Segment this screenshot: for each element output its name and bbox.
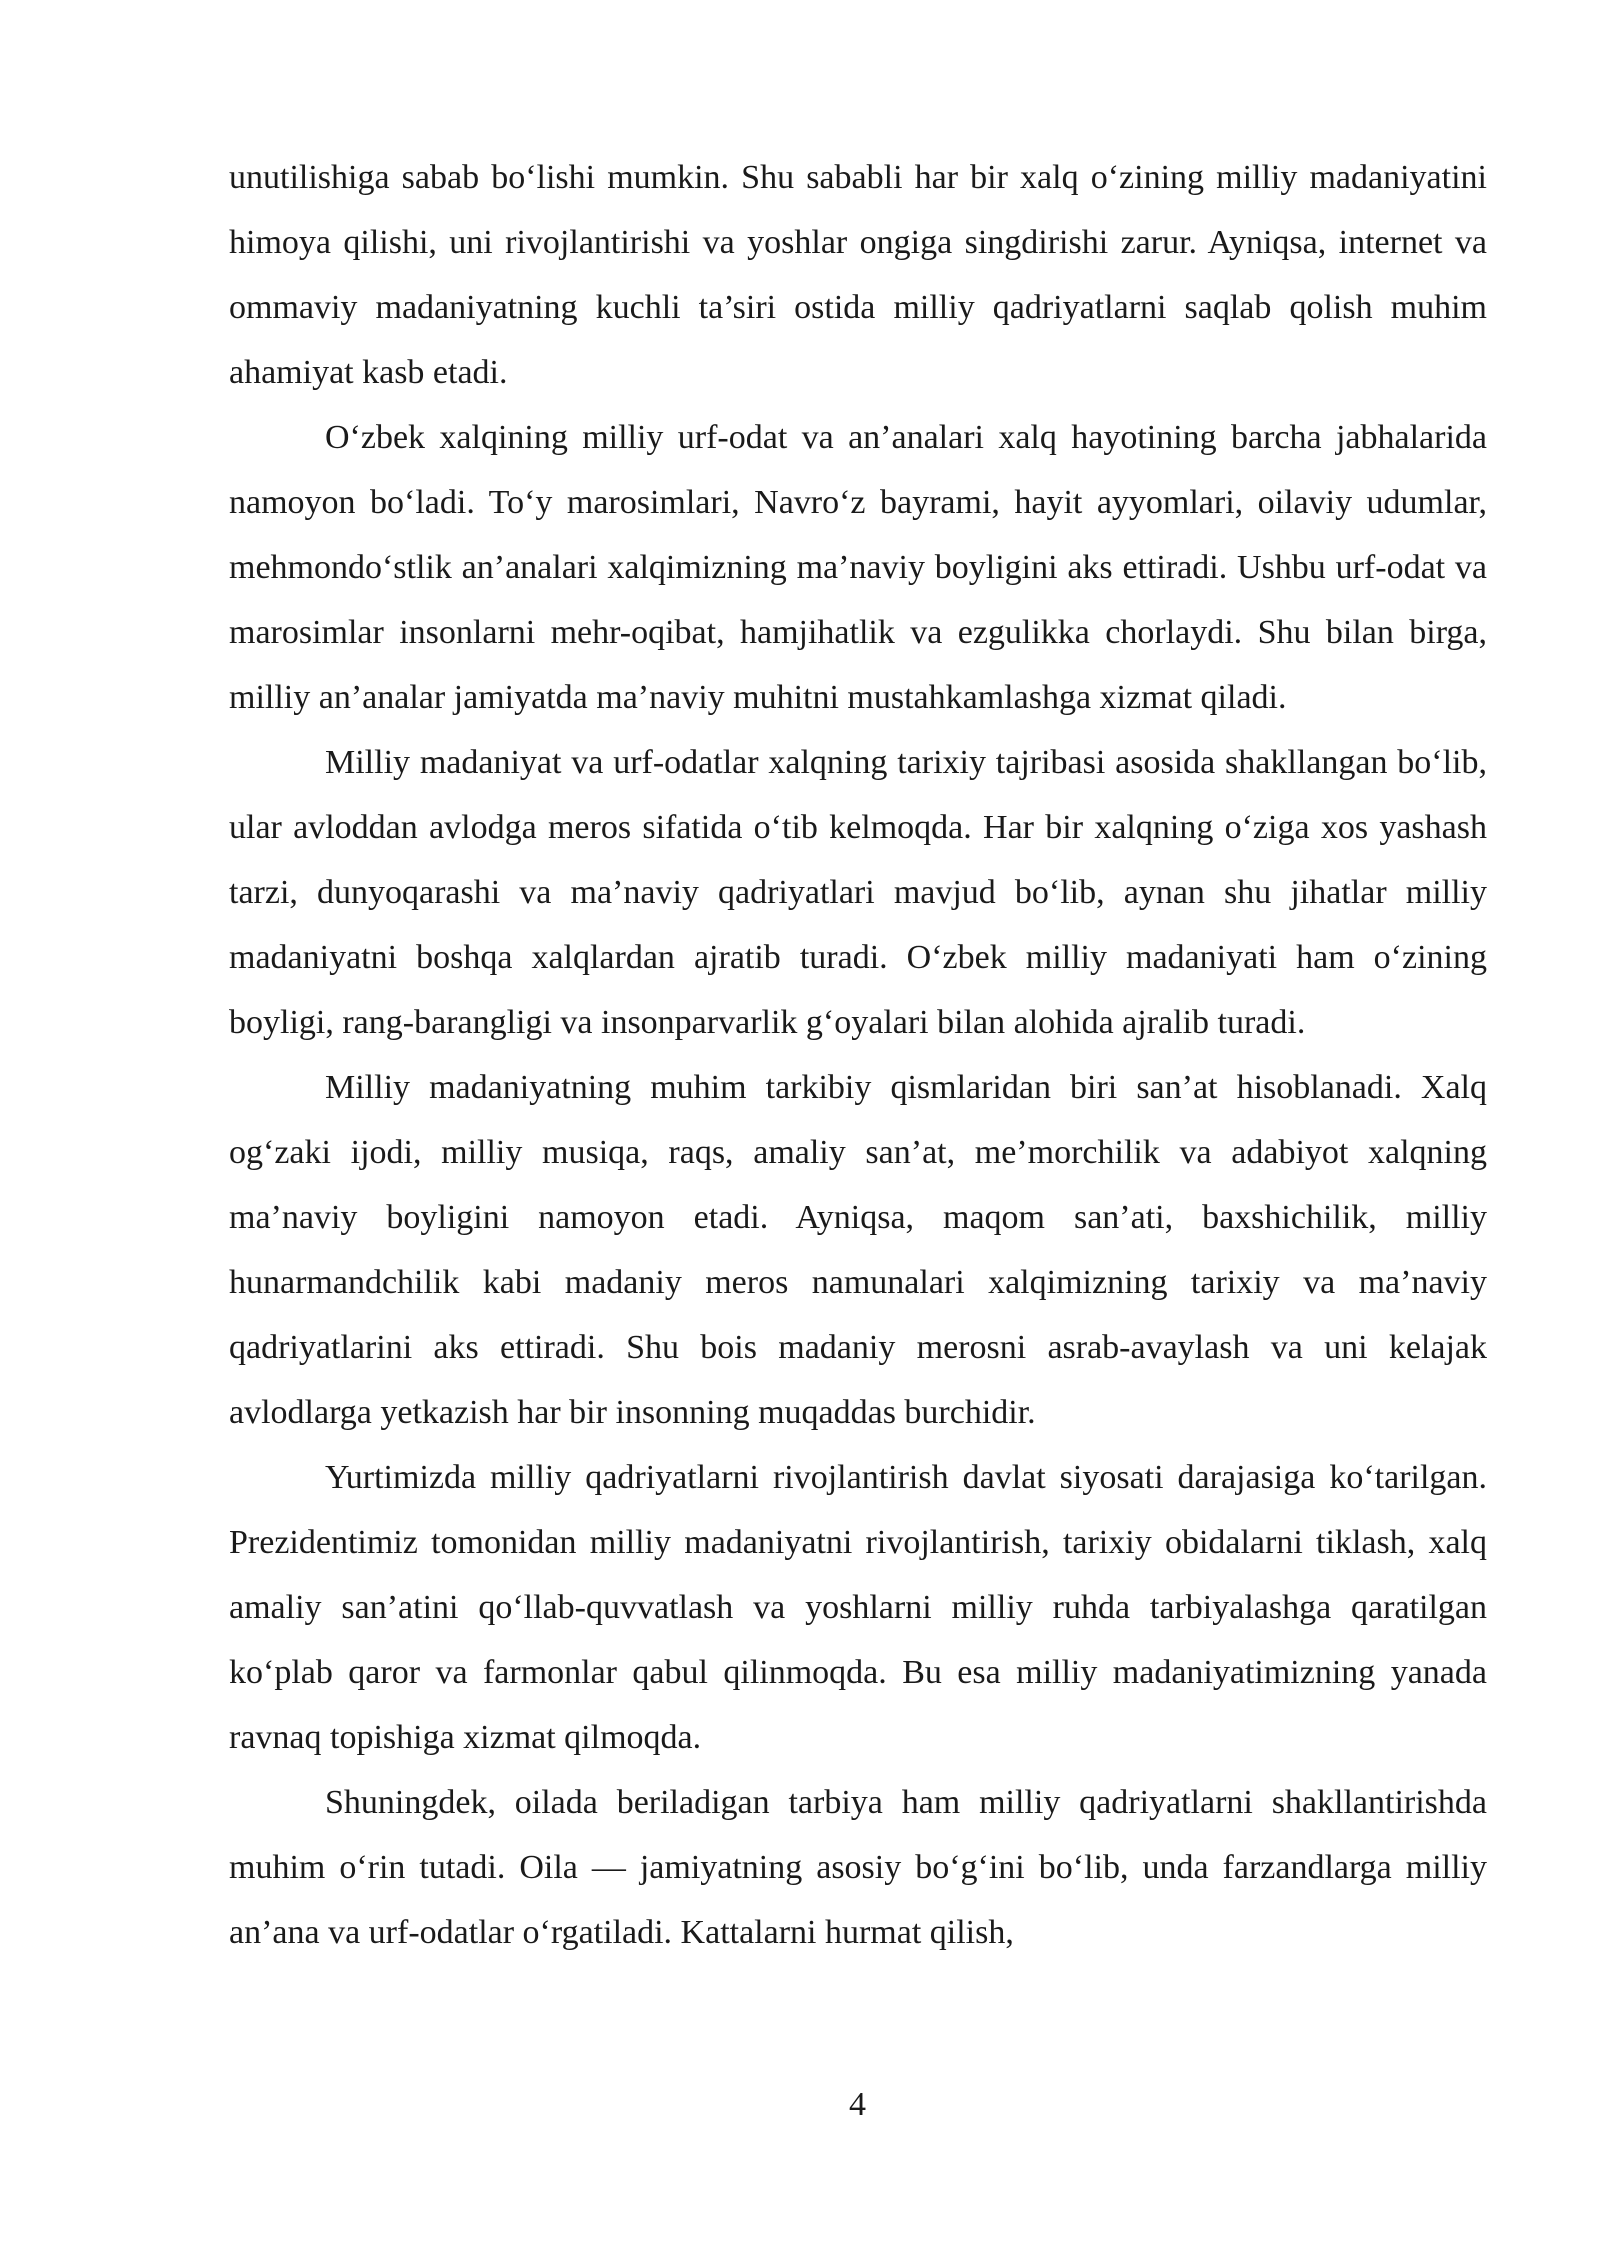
paragraph-1: unutilishiga sabab bo‘lishi mumkin. Shu sababli har bir xalq o‘zining milliy madaniyatini himoya qilishi, uni rivojlantirishi va yoshlar ongiga singdirishi zarur. Ayniqsa, internet va ommaviy madaniyatning kuchli ta’siri ostida milliy qadriyatlarni saqlab qolish muhim ahamiyat kasb etadi. <box>229 159 1487 391</box>
page-number: 4 <box>849 2086 866 2123</box>
paragraph-6: Shuningdek, oilada beriladigan tarbiya ham milliy qadriyatlarni shakllantirishda muhim o‘rin tutadi. Oila — jamiyatning asosiy bo‘g‘ini bo‘lib, unda farzandlarga milliy an’ana va urf-odatlar o‘rgatiladi. Kattalarni hurmat qilish, <box>229 1784 1487 1951</box>
document-page <box>229 145 1487 1965</box>
paragraph-2: O‘zbek xalqining milliy urf-odat va an’analari xalq hayotining barcha jabhalarida namoyon bo‘ladi. To‘y marosimlari, Navro‘z bayrami, hayit ayyomlari, oilaviy udumlar, mehmondo‘stlik an’analari xalqimizning ma’naviy boyligini aks ettiradi. Ushbu urf-odat va marosimlar insonlarni mehr-oqibat, hamjihatlik va ezgulikka chorlaydi. Shu bilan birga, milliy an’analar jamiyatda ma’naviy muhitni mustahkamlashga xizmat qiladi. <box>229 419 1487 716</box>
paragraph-4: Milliy madaniyatning muhim tarkibiy qismlaridan biri san’at hisoblanadi. Xalq og‘zaki ijodi, milliy musiqa, raqs, amaliy san’at, me’morchilik va adabiyot xalqning ma’naviy boyligini namoyon etadi. Ayniqsa, maqom san’ati, baxshichilik, milliy hunarmandchilik kabi madaniy meros namunalari xalqimizning tarixiy va ma’naviy qadriyatlarini aks ettiradi. Shu bois madaniy merosni asrab-avaylash va uni kelajak avlodlarga yetkazish har bir insonning muqaddas burchidir. <box>229 1069 1487 1431</box>
paragraph-3: Milliy madaniyat va urf-odatlar xalqning tarixiy tajribasi asosida shakllangan bo‘lib, ular avloddan avlodga meros sifatida o‘tib kelmoqda. Har bir xalqning o‘ziga xos yashash tarzi, dunyoqarashi va ma’naviy qadriyatlari mavjud bo‘lib, aynan shu jihatlar milliy madaniyatni boshqa xalqlardan ajratib turadi. O‘zbek milliy madaniyati ham o‘zining boyligi, rang-barangligi va insonparvarlik g‘oyalari bilan alohida ajralib turadi. <box>229 744 1487 1041</box>
paragraph-5: Yurtimizda milliy qadriyatlarni rivojlantirish davlat siyosati darajasiga ko‘tarilgan. Prezidentimiz tomonidan milliy madaniyatni rivojlantirish, tarixiy obidalarni tiklash, xalq amaliy san’atini qo‘llab-quvvatlash va yoshlarni milliy ruhda tarbiyalashga qaratilgan ko‘plab qaror va farmonlar qabul qilinmoqda. Bu esa milliy madaniyatimizning yanada ravnaq topishiga xizmat qilmoqda. <box>229 1459 1487 1756</box>
